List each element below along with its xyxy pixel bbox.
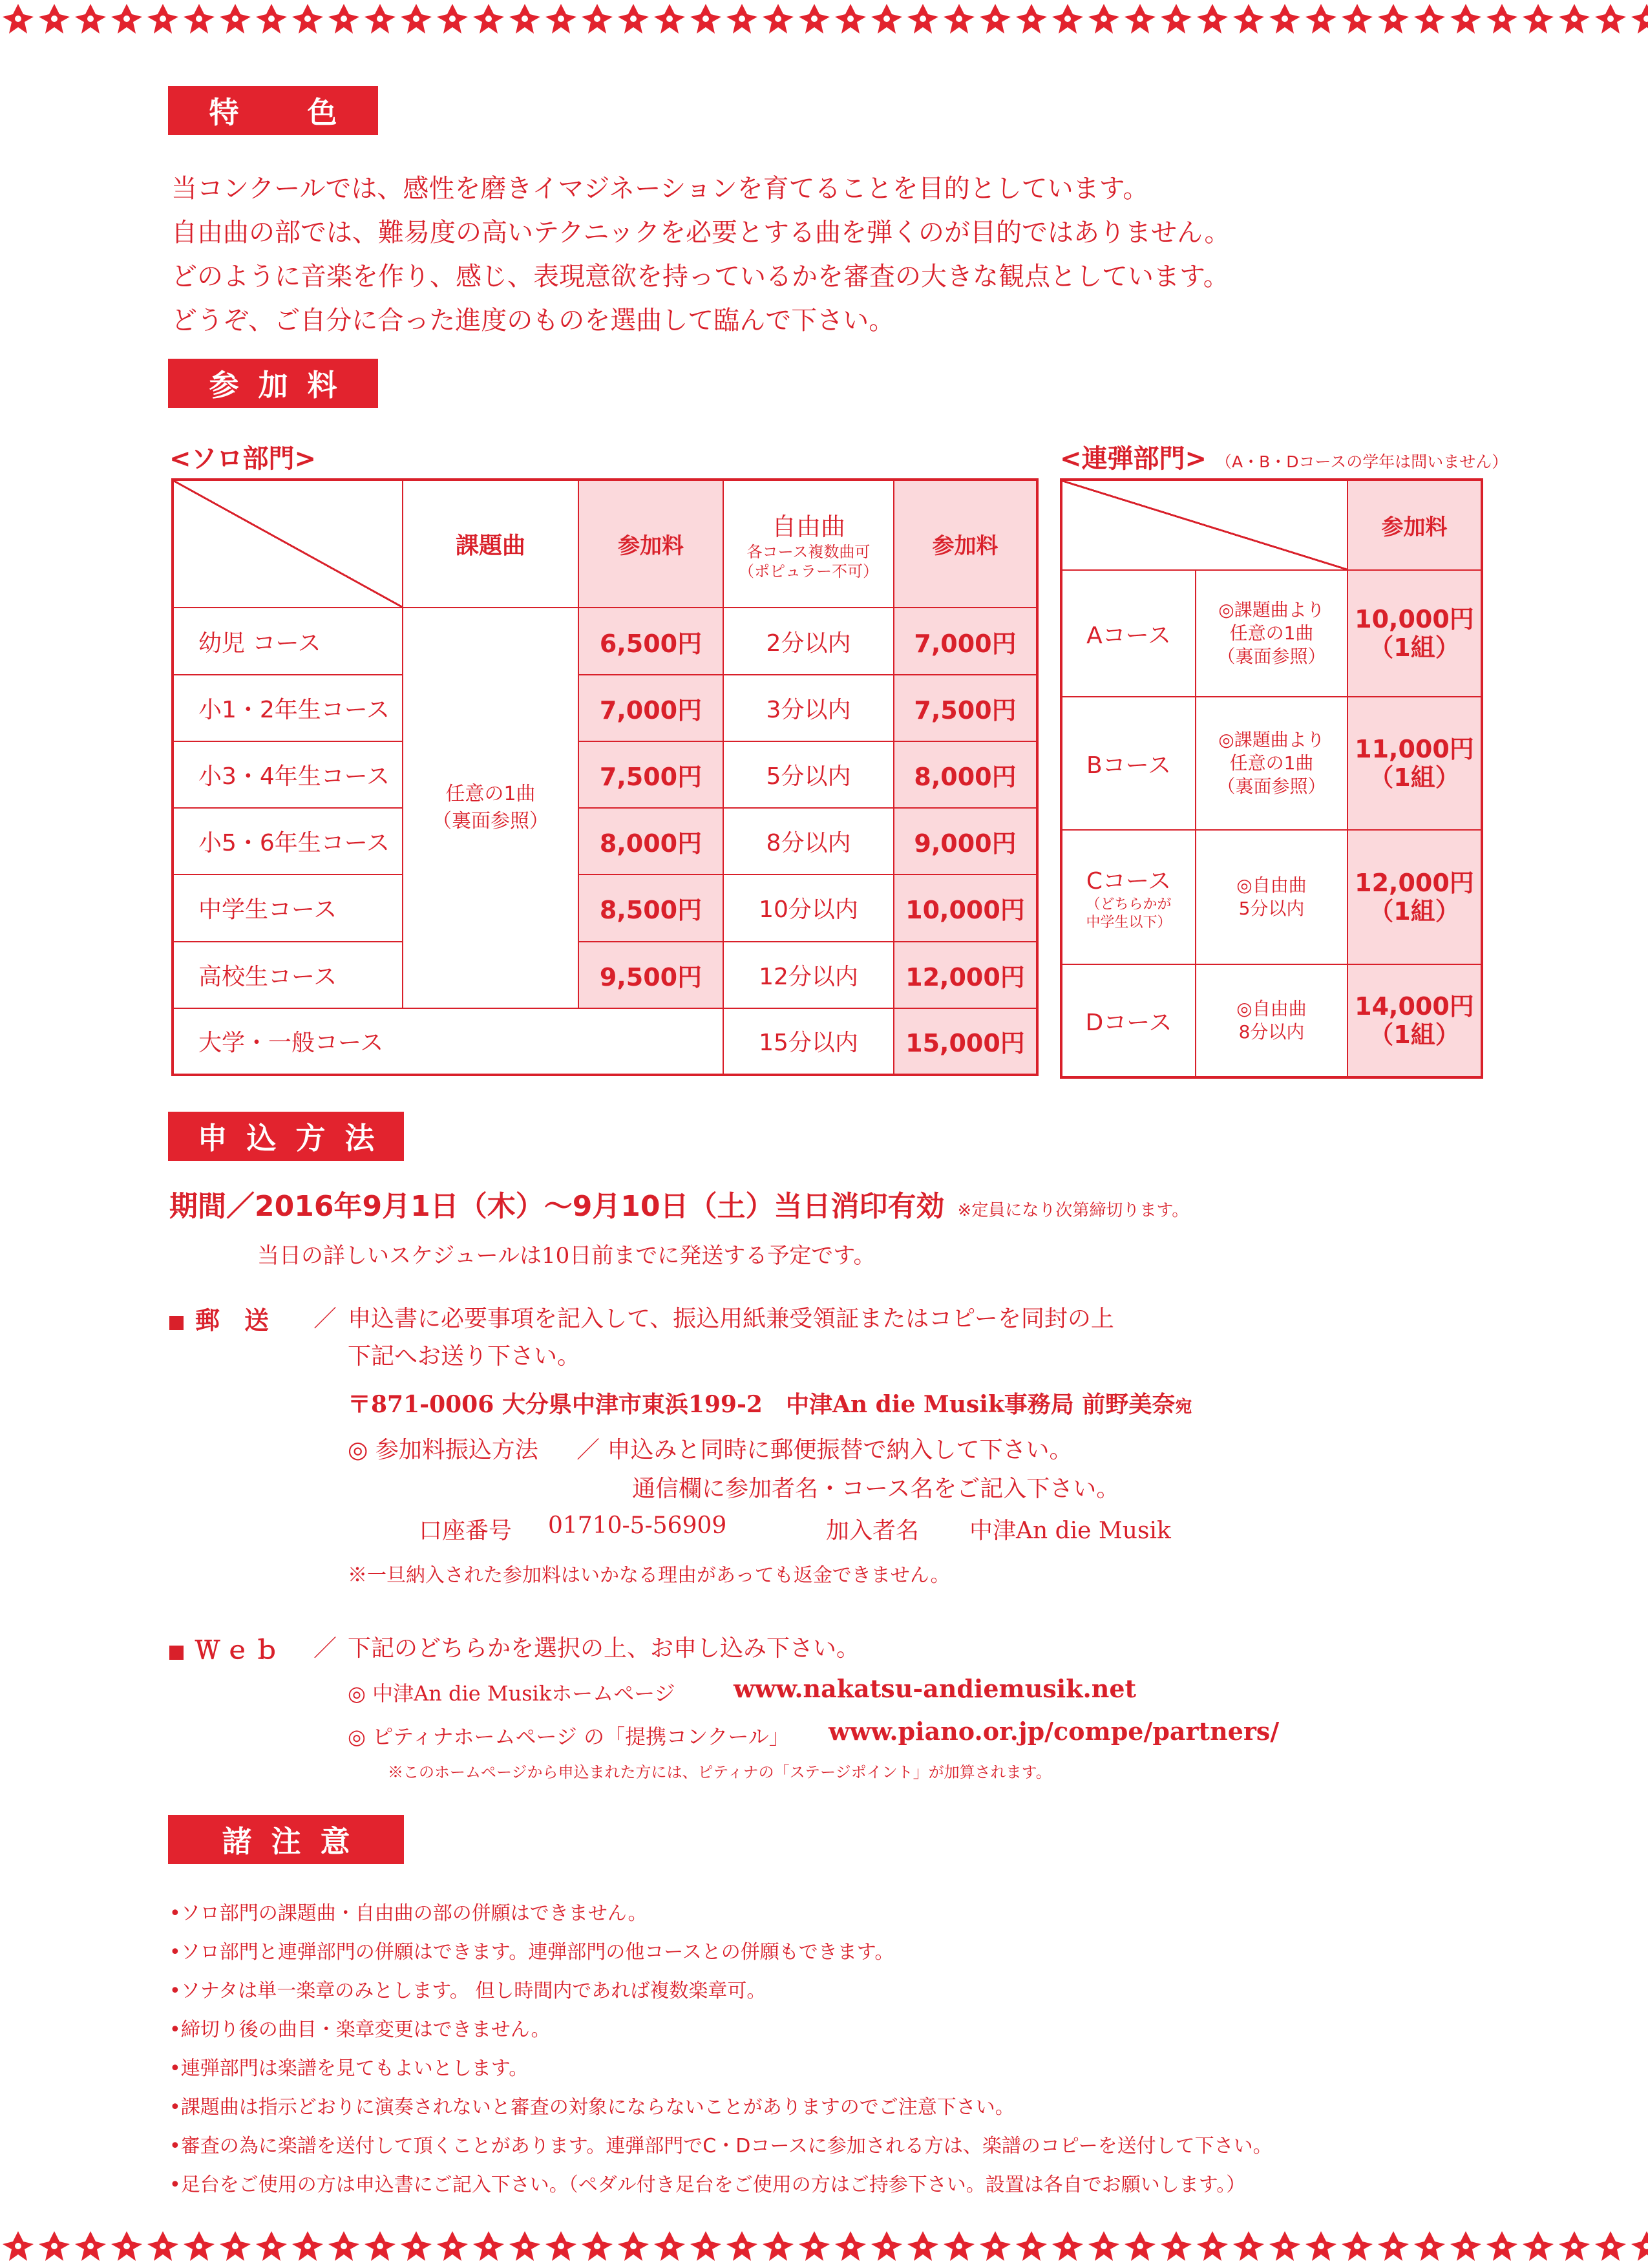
solo-fee-table	[171, 478, 1039, 1076]
course-name: 小3・4年生コース	[173, 741, 403, 808]
web2-url[interactable]: www.piano.or.jp/compe/partners/	[829, 1717, 1280, 1746]
fee1-cell: 8,500円	[578, 874, 723, 941]
duet-course: Bコース	[1061, 697, 1196, 830]
header-jiyu-note2: （ポピュラー不可）	[739, 562, 878, 581]
duet-header-fee: 参加料	[1347, 480, 1482, 570]
duet-fee-unit: （1組）	[1369, 1021, 1460, 1049]
time-cell: 15分以内	[723, 1008, 894, 1075]
time-cell: 10分以内	[723, 874, 894, 941]
account-number: 01710-5-56909	[548, 1512, 727, 1539]
web-note: ※このホームページから申込まれた方には、ピティナの「ステージポイント」が加算されます。	[388, 1763, 1051, 1781]
duet-content	[1196, 570, 1347, 697]
fee2-cell: 10,000円	[894, 874, 1037, 941]
note-item: •足台をご使用の方は申込書にご記入下さい。（ペダル付き足台をご使用の方はご持参下さい。設置は各自でお願いします。）	[169, 2174, 1246, 2196]
header-fee1: 参加料	[578, 480, 723, 608]
note-item: •ソロ部門の課題曲・自由曲の部の併願はできません。	[169, 1902, 648, 1925]
diagonal-cell	[1061, 480, 1347, 570]
address-wrap	[348, 1386, 1192, 1419]
note-item: •ソロ部門と連弾部門の併願はできます。連弾部門の他コースとの併願もできます。	[169, 1941, 894, 1964]
holder-name: 中津An die Musik	[969, 1518, 1171, 1544]
transfer-label: ◎ 参加料振込方法	[348, 1437, 538, 1463]
duet-content-line: 任意の1曲	[1229, 622, 1314, 644]
course-name: 中学生コース	[173, 874, 403, 941]
fee2-cell: 7,000円	[894, 608, 1037, 674]
web2-label: ◎ ピティナホームページ の「提携コンクール」	[348, 1724, 790, 1749]
web-text: 下記のどちらかを選択の上、お申し込み下さい。	[348, 1635, 860, 1662]
web-label-wrap	[169, 1630, 284, 1666]
duet-content	[1196, 830, 1347, 964]
mail-text1: 申込書に必要事項を記入して、振込用紙兼受領証またはコピーを同封の上	[348, 1306, 1114, 1332]
duet-course: Cコース	[1086, 867, 1172, 895]
course-name: 高校生コース	[173, 942, 403, 1008]
time-cell: 8分以内	[723, 808, 894, 874]
mail-label: 郵 送	[195, 1306, 269, 1335]
duet-content-line: ◎自由曲	[1236, 998, 1307, 1019]
duet-content	[1196, 964, 1347, 1077]
kadai-cell-line2: （裏面参照）	[432, 810, 549, 833]
duet-content-line: ◎課題曲より	[1218, 599, 1325, 620]
intro-text	[171, 167, 1593, 343]
note-item: •課題曲は指示どおりに演奏されないと審査の対象にならないことがありますのでご注意下さい。	[169, 2096, 1015, 2119]
mail-label-wrap	[169, 1300, 269, 1336]
section-header-fee: 参加料	[168, 359, 378, 408]
duet-content-line: 5分以内	[1238, 898, 1305, 919]
duet-content-line: ◎自由曲	[1236, 874, 1307, 896]
duet-fee-amount: 11,000円	[1355, 735, 1474, 763]
fee2-cell: 15,000円	[894, 1008, 1037, 1075]
duet-course: Aコース	[1061, 570, 1196, 697]
section-header-features: 特 色	[168, 86, 378, 135]
address-suffix: 宛	[1175, 1397, 1192, 1417]
time-cell: 12分以内	[723, 942, 894, 1008]
section-header-apply: 申込方法	[168, 1112, 404, 1161]
bottom-ornament-border	[0, 2227, 1648, 2266]
holder-label: 加入者名	[826, 1518, 920, 1544]
account-label: 口座番号	[419, 1518, 512, 1544]
square-bullet-icon	[169, 1646, 184, 1660]
duet-content-line: 任意の1曲	[1229, 752, 1314, 774]
fee1-cell: 7,000円	[578, 675, 723, 741]
fee1-cell: 6,500円	[578, 608, 723, 674]
web-label: Ｗｅｂ	[195, 1635, 285, 1664]
web1-label: ◎ 中津An die Musikホームページ	[348, 1681, 675, 1706]
duet-fee-unit: （1組）	[1369, 897, 1460, 926]
application-period	[169, 1183, 1188, 1224]
duet-fee-unit: （1組）	[1369, 763, 1460, 792]
note-item: •審査の為に楽譜を送付して頂くことがあります。連弾部門でC・Dコースに参加される方は、楽譜のコピーを送付して下さい。	[169, 2135, 1273, 2157]
duet-fee	[1347, 570, 1482, 697]
course-name: 小1・2年生コース	[173, 675, 403, 741]
transfer-text1: ／ 申込みと同時に郵便振替で納入して下さい。	[576, 1437, 1073, 1463]
section-header-notes: 諸注意	[168, 1815, 404, 1864]
duet-fee-unit: （1組）	[1369, 633, 1460, 662]
refund-note: ※一旦納入された参加料はいかなる理由があっても返金できません。	[348, 1564, 950, 1587]
duet-content-line: ◎課題曲より	[1218, 729, 1325, 750]
time-cell: 5分以内	[723, 741, 894, 808]
fee1-cell: 9,500円	[578, 942, 723, 1008]
top-ornament-border	[0, 0, 1648, 39]
fee2-cell: 9,000円	[894, 808, 1037, 874]
header-jiyu-note1: 各コース複数曲可	[746, 543, 871, 562]
duet-content-line: （裏面参照）	[1217, 776, 1326, 797]
duet-fee-amount: 10,000円	[1355, 605, 1474, 633]
duet-content-line: 8分以内	[1238, 1021, 1305, 1043]
duet-course: Dコース	[1061, 964, 1196, 1077]
square-bullet-icon	[169, 1316, 184, 1330]
web1-url[interactable]: www.nakatsu-andiemusik.net	[734, 1674, 1137, 1703]
intro-line: どのように音楽を作り、感じ、表現意欲を持っているかを審査の大きな観点としています。	[171, 262, 1229, 291]
mail-slash: ／	[313, 1306, 337, 1332]
duet-fee-amount: 12,000円	[1355, 869, 1474, 897]
intro-line: 自由曲の部では、難易度の高いテクニックを必要とする曲を弾くのが目的ではありません。	[171, 218, 1231, 248]
duet-fee-table	[1060, 478, 1483, 1079]
period-text: 期間／2016年9月1日（木）～9月10日（土）当日消印有効	[169, 1190, 945, 1223]
duet-title-wrap	[1060, 438, 1508, 475]
duet-course-c	[1061, 830, 1196, 964]
note-item: •連弾部門は楽譜を見てもよいとします。	[169, 2057, 529, 2080]
duet-title: <連弾部門>	[1060, 444, 1207, 474]
fee1-cell: 8,000円	[578, 808, 723, 874]
time-cell: 2分以内	[723, 608, 894, 674]
transfer-text2: 通信欄に参加者名・コース名をご記入下さい。	[632, 1476, 1120, 1502]
duet-course-sub: （どちらかが	[1086, 896, 1172, 913]
course-name: 小5・6年生コース	[173, 808, 403, 874]
schedule-text: 当日の詳しいスケジュールは10日前までに発送する予定です。	[257, 1243, 876, 1269]
duet-course-sub: 中学生以下）	[1086, 914, 1172, 931]
intro-line: 当コンクールでは、感性を磨きイマジネーションを育てることを目的としています。	[171, 174, 1149, 204]
note-item: •締切り後の曲目・楽章変更はできません。	[169, 2019, 551, 2041]
address: 〒871-0006 大分県中津市東浜199-2 中津An die Musik事務局 前野美奈	[348, 1391, 1176, 1418]
header-jiyu	[723, 480, 894, 608]
duet-fee	[1347, 964, 1482, 1077]
period-note: ※定員になり次第締切ります。	[957, 1201, 1189, 1220]
duet-content	[1196, 697, 1347, 830]
fee1-cell: 7,500円	[578, 741, 723, 808]
fee2-cell: 12,000円	[894, 942, 1037, 1008]
duet-fee	[1347, 697, 1482, 830]
diagonal-cell	[173, 480, 403, 608]
web-slash: ／	[313, 1635, 337, 1662]
header-jiyu-label: 自由曲	[771, 513, 845, 542]
course-name: 幼児 コース	[173, 608, 403, 674]
kadai-cell	[403, 608, 578, 1008]
course-name: 大学・一般コース	[173, 1008, 723, 1075]
mail-text2: 下記へお送り下さい。	[348, 1343, 581, 1370]
note-item: •ソナタは単一楽章のみとします。 但し時間内であれば複数楽章可。	[169, 1980, 766, 2002]
duet-fee-amount: 14,000円	[1355, 992, 1474, 1021]
kadai-cell-line1: 任意の1曲	[445, 783, 536, 806]
fee2-cell: 8,000円	[894, 741, 1037, 808]
intro-line: どうぞ、ご自分に合った進度のものを選曲して臨んで下さい。	[171, 306, 895, 335]
fee2-cell: 7,500円	[894, 675, 1037, 741]
header-fee2: 参加料	[894, 480, 1037, 608]
duet-content-line: （裏面参照）	[1217, 646, 1326, 667]
duet-fee	[1347, 830, 1482, 964]
header-kadai: 課題曲	[403, 480, 578, 608]
time-cell: 3分以内	[723, 675, 894, 741]
duet-note: （A・B・Dコースの学年は問いません）	[1216, 452, 1508, 471]
solo-title: <ソロ部門>	[169, 444, 317, 474]
